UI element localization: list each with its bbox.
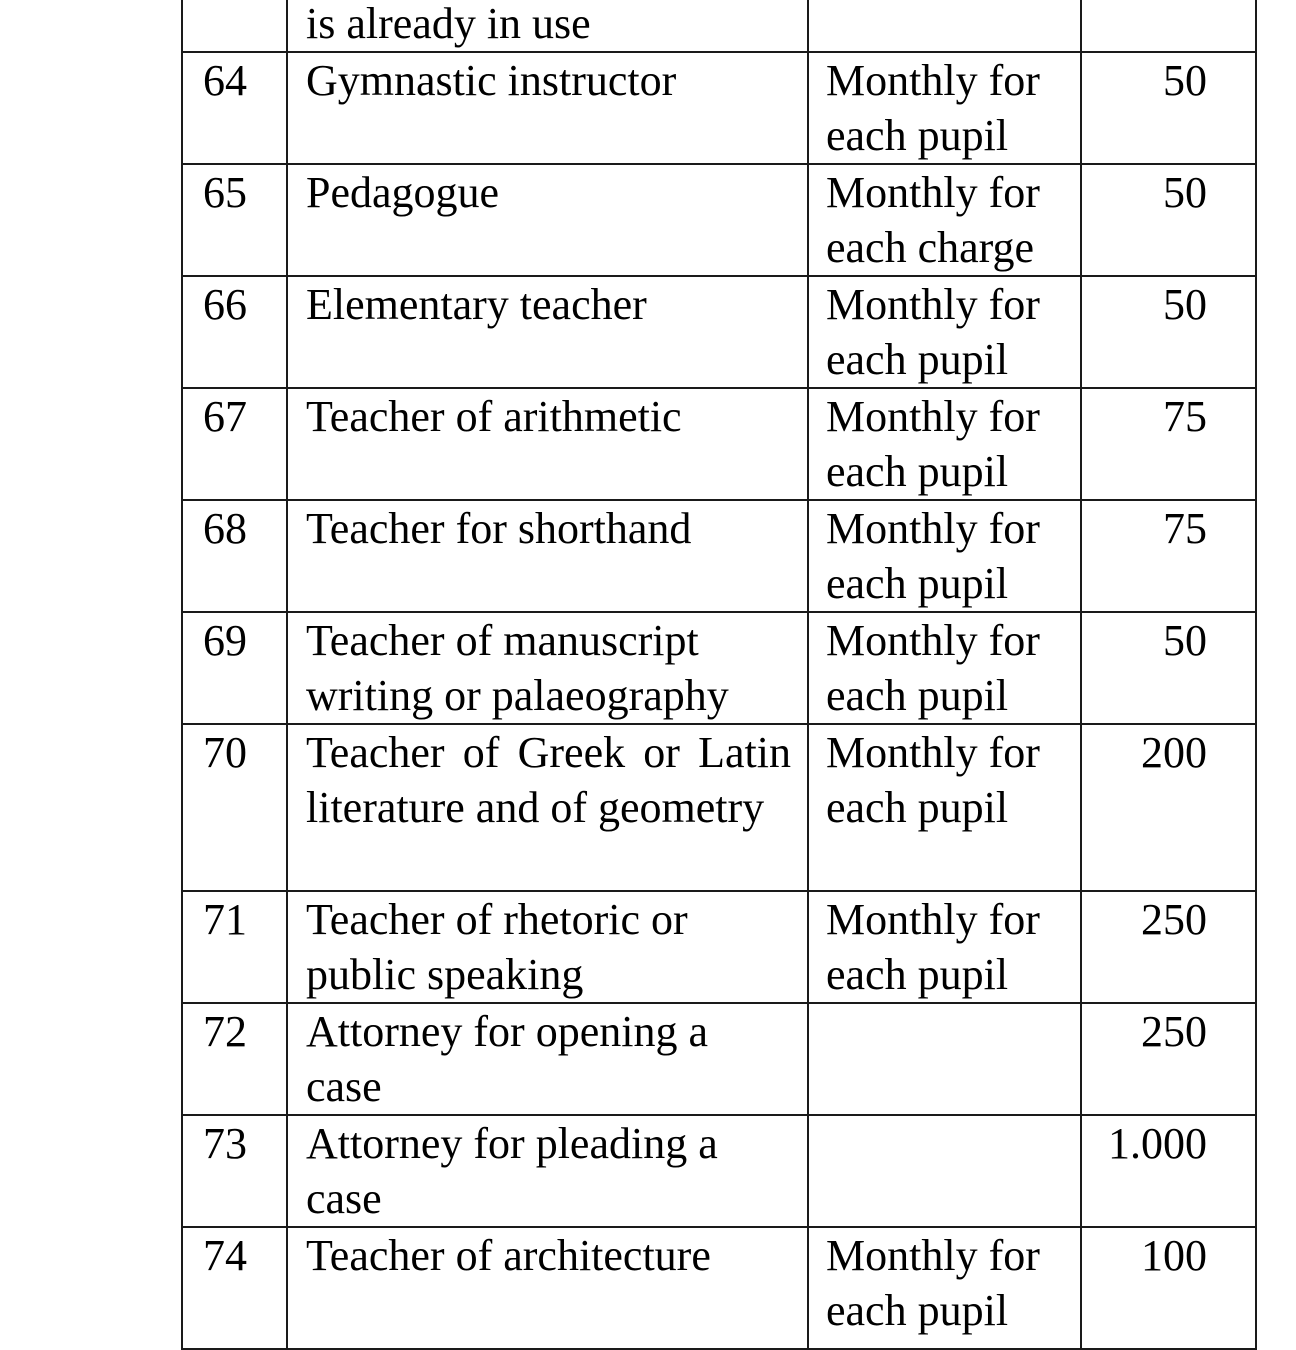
row-number-cell: 74 bbox=[182, 1227, 287, 1349]
amount-cell: 75 bbox=[1081, 388, 1256, 500]
occupation-cell: Teacher of architecture bbox=[287, 1227, 808, 1349]
amount-cell: 50 bbox=[1081, 164, 1256, 276]
amount-cell bbox=[1081, 0, 1256, 52]
basis-cell: Monthly for each pupil bbox=[808, 388, 1081, 500]
table-row bbox=[182, 1227, 1256, 1349]
amount-cell: 1.000 bbox=[1081, 1115, 1256, 1227]
basis-cell: Monthly for each pupil bbox=[808, 612, 1081, 724]
row-number-cell: 72 bbox=[182, 1003, 287, 1115]
basis-cell: Monthly for each pupil bbox=[808, 52, 1081, 164]
table-row-continued bbox=[182, 0, 1256, 52]
amount-cell: 50 bbox=[1081, 276, 1256, 388]
basis-cell: Monthly for each charge bbox=[808, 164, 1081, 276]
amount-cell: 200 bbox=[1081, 724, 1256, 891]
basis-cell bbox=[808, 0, 1081, 52]
basis-cell: Monthly for each pupil bbox=[808, 276, 1081, 388]
row-number-cell: 66 bbox=[182, 276, 287, 388]
table-row bbox=[182, 891, 1256, 1003]
row-number-cell: 71 bbox=[182, 891, 287, 1003]
table-row bbox=[182, 724, 1256, 891]
table-row bbox=[182, 500, 1256, 612]
table-row bbox=[182, 276, 1256, 388]
basis-cell: Monthly for each pupil bbox=[808, 1227, 1081, 1349]
table-row bbox=[182, 388, 1256, 500]
row-number-cell: 68 bbox=[182, 500, 287, 612]
basis-cell: Monthly for each pupil bbox=[808, 891, 1081, 1003]
occupation-cell: Teacher of rhetoric or public speaking bbox=[287, 891, 808, 1003]
amount-cell: 100 bbox=[1081, 1227, 1256, 1349]
basis-cell: Monthly for each pupil bbox=[808, 724, 1081, 891]
occupation-cell: Elementary teacher bbox=[287, 276, 808, 388]
basis-cell bbox=[808, 1115, 1081, 1227]
table-row bbox=[182, 612, 1256, 724]
amount-cell: 250 bbox=[1081, 891, 1256, 1003]
table-row bbox=[182, 52, 1256, 164]
table-row bbox=[182, 1003, 1256, 1115]
occupation-cell: Attorney for pleading a case bbox=[287, 1115, 808, 1227]
row-number-cell: 65 bbox=[182, 164, 287, 276]
fee-table bbox=[181, 0, 1257, 1350]
occupation-cell: Pedagogue bbox=[287, 164, 808, 276]
amount-cell: 75 bbox=[1081, 500, 1256, 612]
amount-cell: 50 bbox=[1081, 612, 1256, 724]
amount-cell: 250 bbox=[1081, 1003, 1256, 1115]
row-number-cell: 73 bbox=[182, 1115, 287, 1227]
basis-cell: Monthly for each pupil bbox=[808, 500, 1081, 612]
occupation-cell: Teacher of Greek or Latin literature and of geometry bbox=[287, 724, 808, 891]
row-number-cell: 70 bbox=[182, 724, 287, 891]
table-row bbox=[182, 164, 1256, 276]
row-number-cell: 67 bbox=[182, 388, 287, 500]
row-number-cell bbox=[182, 0, 287, 52]
occupation-cell: Gymnastic instructor bbox=[287, 52, 808, 164]
row-number-cell: 69 bbox=[182, 612, 287, 724]
occupation-cell: Teacher of arithmetic bbox=[287, 388, 808, 500]
fee-table-page bbox=[181, 0, 1255, 1350]
basis-cell bbox=[808, 1003, 1081, 1115]
occupation-cell: Teacher of manuscript writing or palaeography bbox=[287, 612, 808, 724]
occupation-cell: Attorney for opening a case bbox=[287, 1003, 808, 1115]
amount-cell: 50 bbox=[1081, 52, 1256, 164]
table-row bbox=[182, 1115, 1256, 1227]
occupation-cell: Teacher for shorthand bbox=[287, 500, 808, 612]
occupation-cell: is already in use bbox=[287, 0, 808, 52]
row-number-cell: 64 bbox=[182, 52, 287, 164]
